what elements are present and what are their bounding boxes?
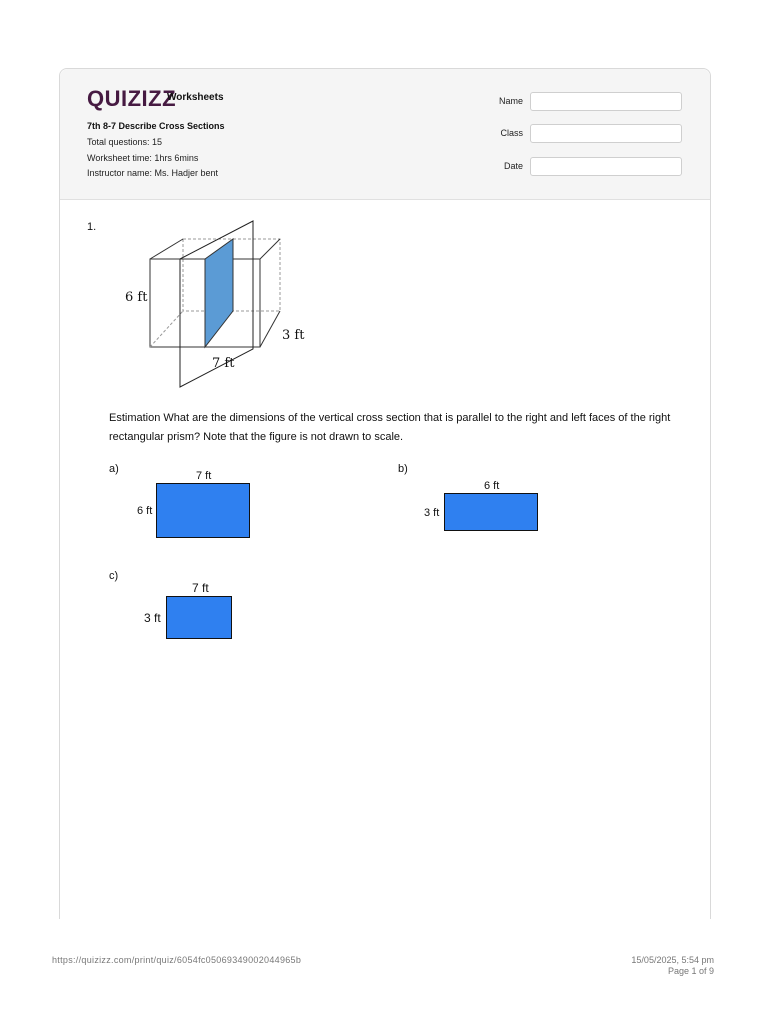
- prism-cross-section-figure: [110, 217, 310, 392]
- footer-datetime: 15/05/2025, 5:54 pm: [631, 955, 714, 965]
- option-b-side-dim: 3 ft: [424, 507, 440, 519]
- option-b-top-dim: 6 ft: [484, 480, 500, 492]
- question-text: Estimation What are the dimensions of the vertical cross section that is parallel to the right and left faces of the right rectangular prism? Note that the figure is not drawn to scale.: [109, 412, 671, 443]
- date-label: Date: [503, 161, 523, 171]
- class-label: Class: [500, 128, 523, 138]
- label-width: 7 ft: [212, 356, 235, 371]
- instructor-name: Instructor name: Ms. Hadjer bent: [87, 168, 219, 178]
- option-a-side-dim: 6 ft: [137, 505, 153, 517]
- label-depth: 3 ft: [282, 328, 305, 343]
- logo-subtitle: Worksheets: [167, 92, 224, 103]
- option-b-label: b): [398, 463, 408, 475]
- quizizz-logo: QUIZIZZ: [87, 86, 177, 111]
- option-c-side-dim: 3 ft: [144, 611, 161, 625]
- option-b-rectangle: [444, 493, 538, 531]
- option-c-label: c): [109, 570, 119, 582]
- option-c-rectangle: [166, 596, 232, 639]
- worksheet-header: [60, 69, 710, 200]
- total-questions: Total questions: 15: [87, 137, 163, 147]
- worksheet-time: Worksheet time: 1hrs 6mins: [87, 153, 199, 163]
- label-height: 6 ft: [125, 290, 148, 305]
- option-a-label: a): [109, 463, 119, 475]
- footer-page-number: Page 1 of 9: [667, 966, 714, 976]
- worksheet-title: 7th 8-7 Describe Cross Sections: [87, 121, 225, 131]
- option-c-top-dim: 7 ft: [192, 581, 209, 595]
- class-field[interactable]: [530, 124, 682, 143]
- option-a-rectangle: [156, 483, 250, 538]
- cross-section-shape: [205, 239, 233, 347]
- name-field[interactable]: [530, 92, 682, 111]
- date-field[interactable]: [530, 157, 682, 176]
- footer-url: https://quizizz.com/print/quiz/6054fc05069349002044965b: [52, 955, 302, 965]
- worksheet-page: [59, 68, 711, 919]
- question-number: 1.: [87, 221, 97, 233]
- name-label: Name: [498, 96, 523, 106]
- option-a-top-dim: 7 ft: [196, 470, 212, 482]
